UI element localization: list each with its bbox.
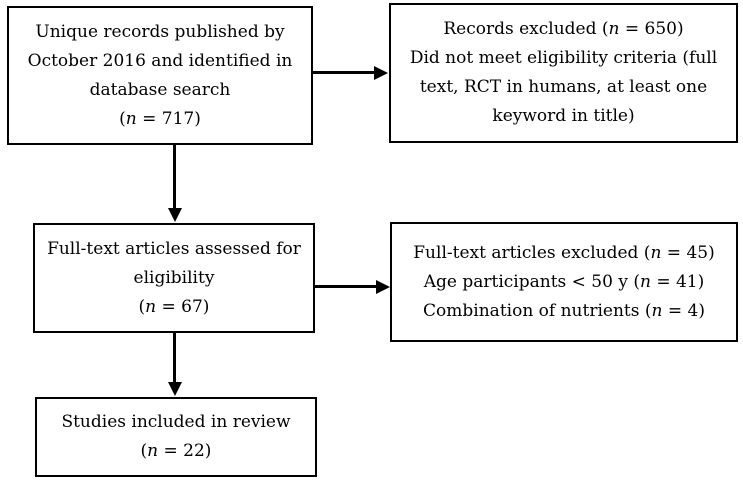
arrowhead-down-icon (168, 382, 182, 396)
text-line: (n = 22) (140, 441, 212, 461)
text-line: (n = 67) (138, 296, 210, 317)
text-line: October 2016 and identified in (27, 50, 293, 71)
arrow-assessed-to-ftexcluded (315, 285, 377, 288)
box-records-excluded (389, 3, 738, 143)
box-records-identified (7, 6, 313, 145)
text-line: text, RCT in humans, at least one (419, 77, 708, 97)
text-line: Combination of nutrients (n = 4) (423, 300, 705, 321)
text-line: keyword in title) (492, 106, 635, 126)
text-line: Records excluded (n = 650) (443, 19, 684, 39)
arrow-assessed-to-included (173, 333, 176, 383)
box-studies-included (35, 397, 317, 477)
text-line: Studies included in review (61, 412, 291, 432)
text-line: Age participants < 50 y (n = 41) (423, 271, 705, 292)
arrowhead-right-icon (374, 66, 388, 80)
text-line: Full-text articles assessed for (47, 238, 301, 259)
arrow-identified-to-assessed (173, 145, 176, 209)
box-fulltext-assessed (33, 223, 315, 333)
arrowhead-down-icon (168, 208, 182, 222)
text-line: Full-text articles excluded (n = 45) (413, 242, 715, 263)
arrowhead-right-icon (376, 280, 390, 294)
text-line: (n = 717) (119, 108, 201, 129)
arrow-identified-to-excluded (313, 71, 375, 74)
text-line: Unique records published by (35, 21, 285, 42)
box-fulltext-excluded (390, 222, 738, 342)
text-line: database search (89, 79, 231, 100)
text-line: eligibility (133, 267, 215, 288)
text-line: Did not meet eligibility criteria (full (409, 48, 718, 68)
